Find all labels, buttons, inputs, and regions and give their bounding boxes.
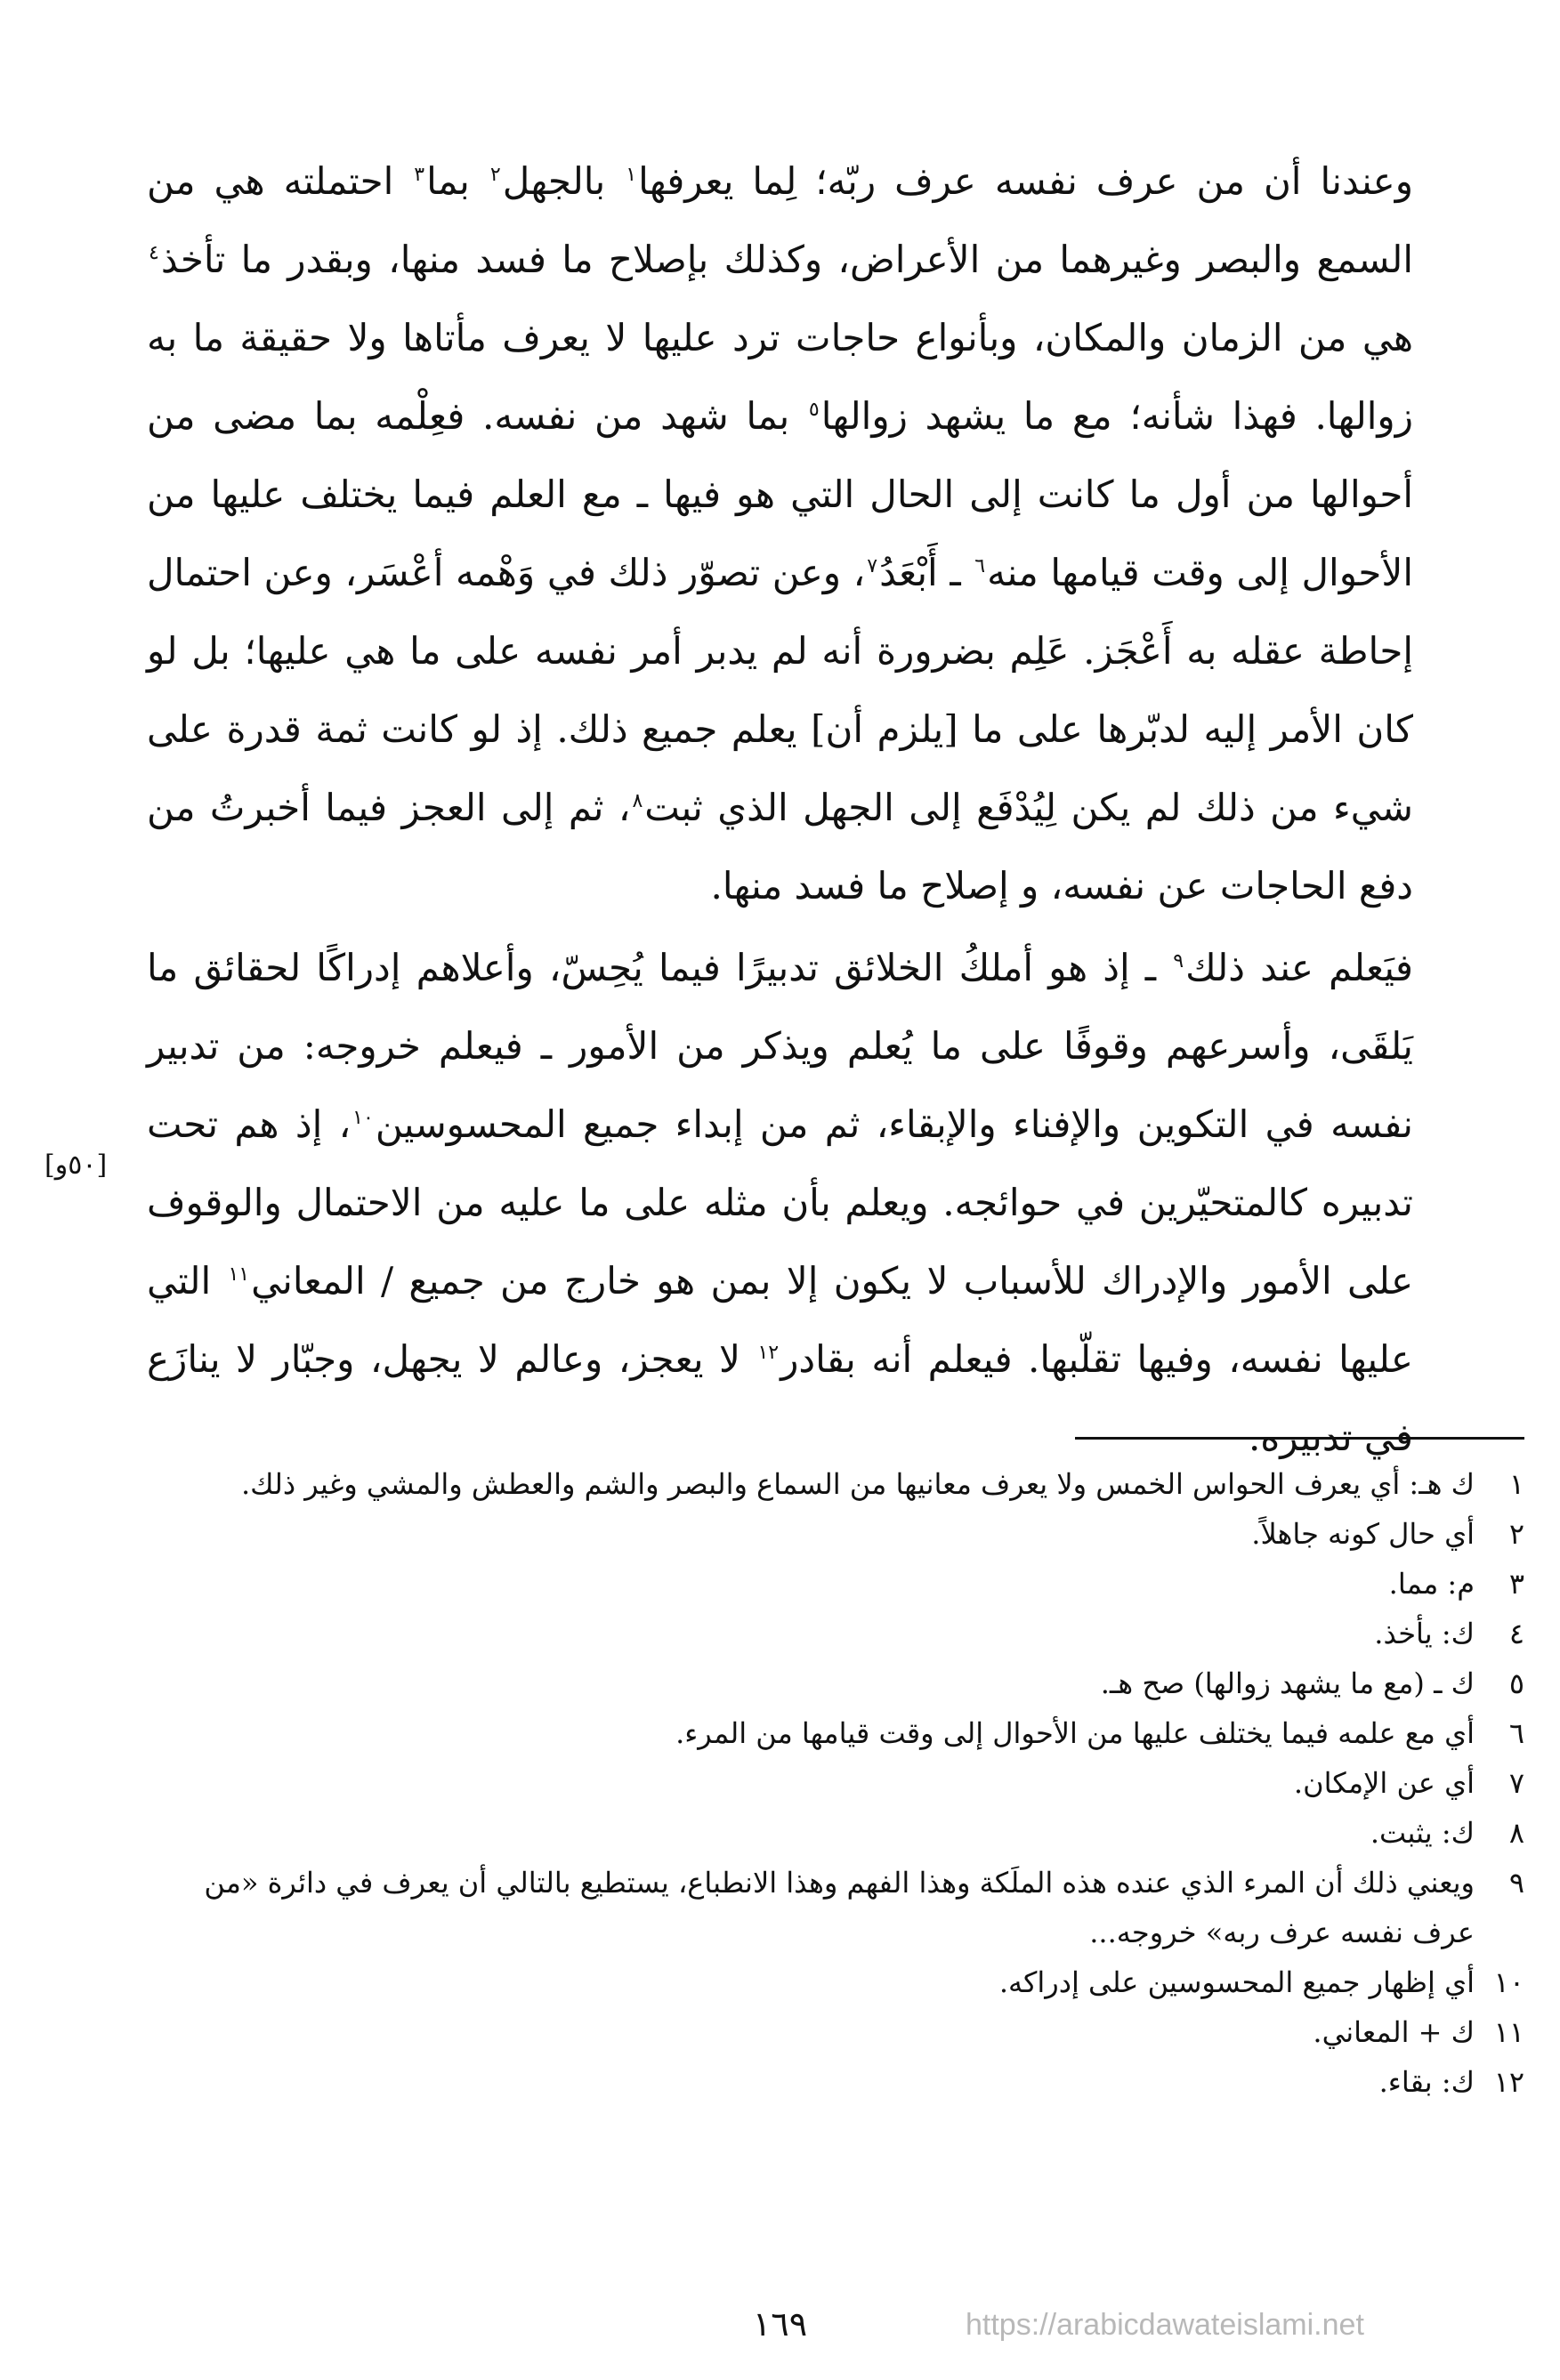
footnote-number: ٧ xyxy=(1508,1766,1524,1800)
footnote-text: ك هـ: أي يعرف الحواس الخمس ولا يعرف معانيها من السماع والبصر والشم والعطش والمشي وغير ذلك. xyxy=(240,1467,1475,1501)
text-segment: ، وعن تصوّر ذلك في وَهْمه أعْسَر، وعن احتمال إحاطة عقله به أَعْجَز. عَلِم بضرورة أنه لم يدبر أمر نفسه على ما هي عليها؛ بل لو كان الأمر إليه لدبّرها على ما [يلزم أن] يعلم جميع ذلك. إذ لو كانت ثمة قدرة على شيء من ذلك لم يكن لِيُدْفَع إلى الجهل الذي ثبت xyxy=(147,551,1413,829)
footnote-number: ٤ xyxy=(1508,1617,1524,1650)
footnote-text: أي مع علمه فيما يختلف عليها من الأحوال إلى وقت قيامها من المرء. xyxy=(675,1716,1475,1750)
text-segment: احتملته هي من السمع والبصر وغيرهما من الأعراض، وكذلك بإصلاح ما فسد منها، وبقدر ما تأخذ xyxy=(147,159,1413,281)
footnote-item xyxy=(147,2007,1524,2057)
footnote-marker: ١٠ xyxy=(352,1107,374,1129)
footnote-item xyxy=(147,1708,1524,1758)
text-segment: وعندنا أن من عرف نفسه عرف ربّه؛ لِما يعرفها xyxy=(638,159,1414,203)
text-segment: فيَعلم عند ذلك xyxy=(1185,946,1413,989)
footnote-item xyxy=(147,1758,1524,1808)
footnote-marker: ٣ xyxy=(414,164,425,186)
footnote-number: ٥ xyxy=(1508,1666,1524,1700)
text-segment: ، إذ هم تحت تدبيره كالمتحيّرين في حوائجه. ويعلم بأن مثله على ما عليه من الاحتمال والوقوف على الأمور والإدراك للأسباب لا يكون إلا بمن هو خارج من جميع / المعاني xyxy=(147,1102,1414,1303)
footnote-text: ك: بقاء. xyxy=(1378,2065,1475,2099)
body-paragraph xyxy=(147,929,1413,1477)
footnote-marker: ١ xyxy=(626,164,637,186)
footnote-item xyxy=(147,1459,1524,1509)
text-segment: بما شهد من نفسه. فعِلْمه بما مضى من أحوالها من أول ما كانت إلى الحال التي هو فيها ـ مع العلم فيما يختلف عليها من الأحوال إلى وقت قيامها منه xyxy=(147,394,1413,594)
footnote-marker: ٤ xyxy=(149,242,159,264)
text-segment: هي من الزمان والمكان، وبأنواع حاجات ترد عليها لا يعرف مأتاها ولا حقيقة ما به زوالها. فهذا شأنه؛ مع ما يشهد زوالها xyxy=(147,316,1413,438)
footnote-text: ك ـ (مع ما يشهد زوالها) صح هـ. xyxy=(1100,1666,1475,1700)
text-segment: لا يعجز، وعالم لا يجهل، وجبّار لا ينازَع في تدبيره. xyxy=(147,1337,1413,1459)
footnote-number: ٦ xyxy=(1508,1716,1524,1750)
footnote-marker: ٦ xyxy=(974,555,986,577)
footnote-text: أي حال كونه جاهلاً. xyxy=(1251,1517,1475,1551)
footnote-marker: ٩ xyxy=(1173,950,1184,972)
footnote-marker: ٨ xyxy=(632,790,643,812)
footnote-item xyxy=(147,1658,1524,1708)
footnote-item xyxy=(147,1609,1524,1658)
text-segment: بما xyxy=(426,159,489,203)
footnote-text: ويعني ذلك أن المرء الذي عنده هذه الملَكة وهذا الفهم وهذا الانطباع، يستطيع بالتالي أن يعرف في دائرة «من عرف نفسه عرف ربه» خروجه... xyxy=(204,1866,1475,1949)
footnote-number: ٣ xyxy=(1508,1567,1524,1601)
footnote-text: م: مما. xyxy=(1388,1567,1475,1601)
folio-margin-note: [٥٠و] xyxy=(44,1150,108,1181)
footnote-number: ١١ xyxy=(1493,2015,1524,2049)
footnote-item xyxy=(147,1957,1524,2007)
footnote-marker: ١٢ xyxy=(757,1342,780,1364)
text-segment: ، ثم إلى العجز فيما أخبرتُ من دفع الحاجات عن نفسه، و إصلاح ما فسد منها. xyxy=(147,786,1413,908)
text-segment: ـ إذ هو أملكُ الخلائق تدبيرًا فيما يُحِسّ، وأعلاهم إدراكًا لحقائق ما يَلقَى، وأسرعهم وقوفًا على ما يُعلم ويذكر من الأمور ـ فيعلم خروجه: من تدبير نفسه في التكوين والإفناء والإبقاء، ثم من إبداء جميع المحسوسين xyxy=(147,946,1414,1146)
footnote-text: ك: يأخذ. xyxy=(1374,1617,1475,1650)
footnote-item xyxy=(147,1858,1524,1957)
footnote-marker: ٢ xyxy=(489,164,501,186)
footnote-item xyxy=(147,1559,1524,1609)
footnote-marker: ١١ xyxy=(228,1263,250,1286)
footnote-number: ٩ xyxy=(1508,1866,1524,1900)
footnote-text: ك: يثبت. xyxy=(1370,1816,1475,1850)
footnote-number: ١٠ xyxy=(1493,1965,1524,1999)
text-segment: بالجهل xyxy=(502,159,625,203)
text-segment: ـ أَبْعَدُ xyxy=(879,551,974,594)
footnote-divider xyxy=(1075,1437,1524,1440)
footnote-item xyxy=(147,2057,1524,2107)
footnote-text: أي عن الإمكان. xyxy=(1293,1766,1475,1800)
watermark-url: https://arabicdawateislami.net xyxy=(966,2308,1364,2342)
footnotes-list xyxy=(147,1459,1524,2107)
footnote-item xyxy=(147,1509,1524,1559)
footnote-text: أي إظهار جميع المحسوسين على إدراكه. xyxy=(998,1965,1475,1999)
body-paragraph xyxy=(147,142,1413,925)
footnote-text: ك + المعاني. xyxy=(1313,2015,1475,2049)
footnote-marker: ٧ xyxy=(867,555,878,577)
page-number: ١٦٩ xyxy=(752,2304,808,2344)
footnote-number: ٢ xyxy=(1508,1517,1524,1551)
footnote-number: ٨ xyxy=(1508,1816,1524,1850)
footnote-number: ١ xyxy=(1508,1467,1524,1501)
footnote-marker: ٥ xyxy=(808,399,820,421)
main-text xyxy=(147,142,1413,1477)
footnote-item xyxy=(147,1808,1524,1858)
text-segment: التي عليها نفسه، وفيها تقلّبها. فيعلم أنه بقادر xyxy=(147,1259,1413,1381)
footnote-number: ١٢ xyxy=(1493,2065,1524,2099)
